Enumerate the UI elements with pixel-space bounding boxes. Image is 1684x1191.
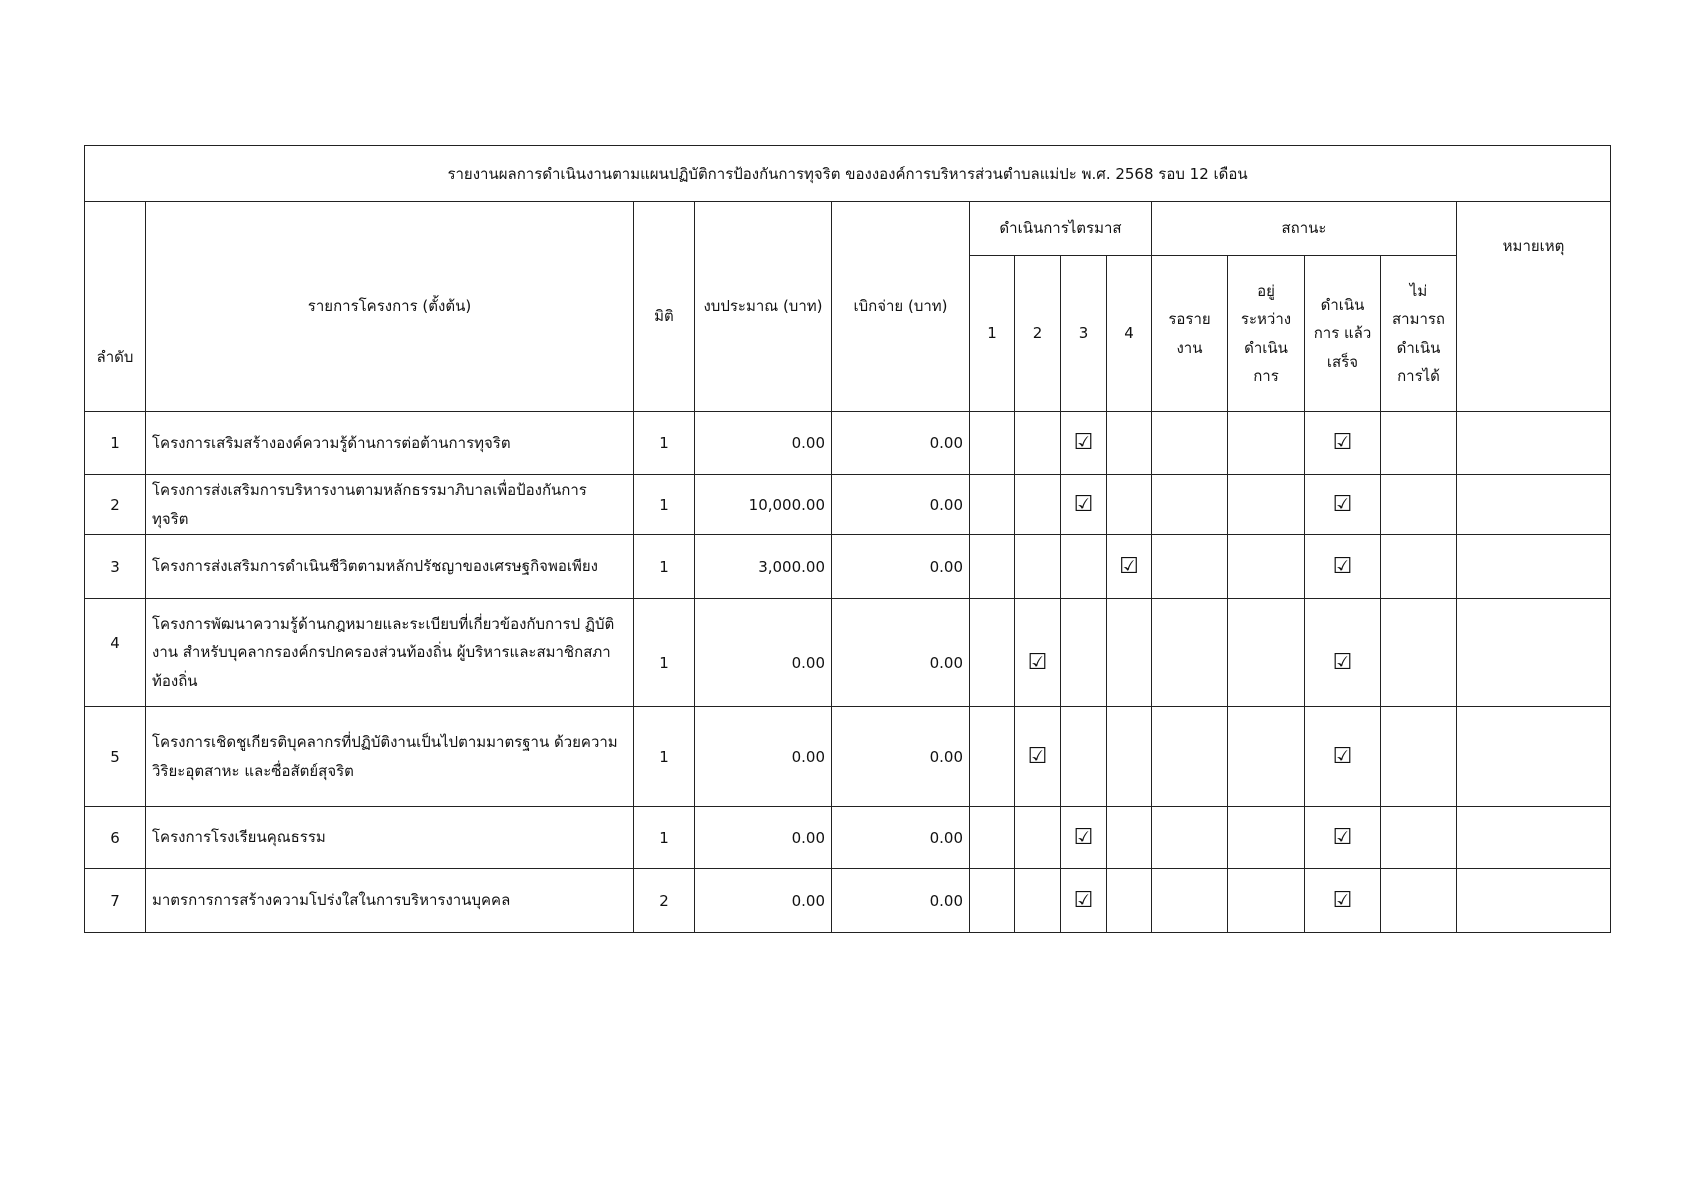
table-row <box>85 807 1611 869</box>
budget-value: 0.00 <box>791 891 825 910</box>
checkbox-checked-icon: ☑ <box>1073 491 1094 517</box>
status-3-cell <box>1305 707 1381 807</box>
status-3-cell <box>1305 475 1381 535</box>
row-number-text: 6 <box>110 828 120 847</box>
disbursed-cell <box>832 475 970 535</box>
budget-value: 3,000.00 <box>758 557 825 576</box>
quarter-2-cell <box>1015 475 1061 535</box>
checkbox-checked-icon: ☑ <box>1073 887 1094 913</box>
row-number <box>85 707 146 807</box>
report-title: รายงานผลการดำเนินงานตามแผนปฏิบัติการป้องกันการทุจริต ของงองค์การบริหารส่วนตำบลแม่ปะ พ.ศ. 2568 รอบ 12 เดือน <box>85 146 1611 202</box>
project-name: โครงการเสริมสร้างองค์ความรู้ด้านการต่อต้านการทุจริต <box>146 412 634 475</box>
row-number <box>85 412 146 475</box>
status-2-cell <box>1228 475 1305 535</box>
budget-value: 0.00 <box>791 434 825 452</box>
project-name: โครงการส่งเสริมการบริหารงานตามหลักธรรมาภิบาลเพื่อป้องกันการ ทุจริต <box>146 475 634 535</box>
quarter-1-cell <box>970 475 1015 535</box>
header-dimension: มิติ <box>634 202 695 412</box>
row-number <box>85 807 146 869</box>
quarter-2-cell <box>1015 599 1061 707</box>
row-number-text: 4 <box>110 633 120 652</box>
table-row <box>85 412 1611 475</box>
header-status-group: สถานะ <box>1152 202 1457 256</box>
dimension-value: 2 <box>659 891 669 910</box>
status-4-cell <box>1381 807 1457 869</box>
disbursed-value: 0.00 <box>929 828 963 847</box>
status-1-cell <box>1152 535 1228 599</box>
budget-value: 0.00 <box>791 828 825 847</box>
quarter-3-cell <box>1061 807 1107 869</box>
budget-cell <box>695 412 832 475</box>
checkbox-checked-icon: ☑ <box>1332 824 1353 850</box>
header-quarter-1: 1 <box>970 256 1015 412</box>
table-row <box>85 869 1611 933</box>
status-2-cell <box>1228 707 1305 807</box>
status-3-cell <box>1305 807 1381 869</box>
quarter-4-cell <box>1107 412 1152 475</box>
quarter-2-cell <box>1015 707 1061 807</box>
remark-cell <box>1457 535 1611 599</box>
status-3-cell <box>1305 412 1381 475</box>
disbursed-cell <box>832 807 970 869</box>
quarter-3-cell <box>1061 707 1107 807</box>
budget-cell <box>695 707 832 807</box>
checkbox-checked-icon: ☑ <box>1332 430 1353 455</box>
checkbox-checked-icon: ☑ <box>1332 553 1353 579</box>
status-3-cell <box>1305 599 1381 707</box>
header-no: ลำดับ <box>85 202 146 412</box>
quarter-4-cell <box>1107 475 1152 535</box>
budget-cell <box>695 599 832 707</box>
status-4-cell <box>1381 869 1457 933</box>
dimension-cell <box>634 599 695 707</box>
budget-value: 0.00 <box>791 747 825 766</box>
dimension-value: 1 <box>659 557 669 576</box>
header-quarter-4: 4 <box>1107 256 1152 412</box>
quarter-3-cell <box>1061 599 1107 707</box>
checkbox-checked-icon: ☑ <box>1332 743 1353 769</box>
header-status-pending-report: รอราย งาน <box>1152 256 1228 412</box>
disbursed-cell <box>832 869 970 933</box>
row-number <box>85 475 146 535</box>
status-3-cell <box>1305 535 1381 599</box>
dimension-cell <box>634 707 695 807</box>
status-2-cell <box>1228 869 1305 933</box>
remark-cell <box>1457 807 1611 869</box>
header-status-completed: ดำเนิน การ แล้วเสร็จ <box>1305 256 1381 412</box>
status-4-cell <box>1381 412 1457 475</box>
row-number <box>85 599 146 707</box>
status-4-cell <box>1381 475 1457 535</box>
quarter-1-cell <box>970 807 1015 869</box>
remark-cell <box>1457 599 1611 707</box>
remark-cell <box>1457 707 1611 807</box>
quarter-3-cell <box>1061 535 1107 599</box>
status-1-cell <box>1152 475 1228 535</box>
disbursed-cell <box>832 412 970 475</box>
quarter-3-cell <box>1061 475 1107 535</box>
status-1-cell <box>1152 869 1228 933</box>
quarter-4-cell <box>1107 535 1152 599</box>
quarter-1-cell <box>970 869 1015 933</box>
anti-corruption-report-table <box>84 145 1611 933</box>
budget-cell <box>695 475 832 535</box>
quarter-2-cell <box>1015 535 1061 599</box>
dimension-value: 1 <box>659 434 669 452</box>
row-number-text: 5 <box>110 747 120 766</box>
checkbox-checked-icon: ☑ <box>1119 553 1139 579</box>
checkbox-checked-icon: ☑ <box>1332 491 1353 517</box>
status-2-cell <box>1228 412 1305 475</box>
budget-cell <box>695 535 832 599</box>
project-name: โครงการเชิดชูเกียรติบุคลากรที่ปฏิบัติงานเป็นไปตามมาตรฐาน ด้วยความวิริยะอุตสาหะ และซื่อสัตย์สุจริต <box>146 707 634 807</box>
header-status-unable: ไม่ สามารถ ดำเนิน การได้ <box>1381 256 1457 412</box>
quarter-3-cell <box>1061 869 1107 933</box>
project-name: โครงการส่งเสริมการดำเนินชีวิตตามหลักปรัชญาของเศรษฐกิจพอเพียง <box>146 535 634 599</box>
disbursed-value: 0.00 <box>929 495 963 514</box>
quarter-1-cell <box>970 599 1015 707</box>
status-2-cell <box>1228 807 1305 869</box>
header-disbursed: เบิกจ่าย (บาท) <box>832 202 970 412</box>
header-quarter-3: 3 <box>1061 256 1107 412</box>
header-budget: งบประมาณ (บาท) <box>695 202 832 412</box>
disbursed-cell <box>832 707 970 807</box>
status-1-cell <box>1152 807 1228 869</box>
dimension-cell <box>634 807 695 869</box>
table-row <box>85 535 1611 599</box>
header-status-in-progress: อยู่ ระหว่าง ดำเนิน การ <box>1228 256 1305 412</box>
status-4-cell <box>1381 599 1457 707</box>
row-number-text: 3 <box>110 557 120 576</box>
disbursed-cell <box>832 599 970 707</box>
dimension-cell <box>634 869 695 933</box>
quarter-1-cell <box>970 412 1015 475</box>
status-1-cell <box>1152 599 1228 707</box>
quarter-3-cell <box>1061 412 1107 475</box>
remark-cell <box>1457 412 1611 475</box>
disbursed-value: 0.00 <box>929 891 963 910</box>
quarter-1-cell <box>970 707 1015 807</box>
status-2-cell <box>1228 599 1305 707</box>
status-2-cell <box>1228 535 1305 599</box>
row-number-text: 1 <box>110 434 120 452</box>
project-name: โครงการโรงเรียนคุณธรรม <box>146 807 634 869</box>
table-row <box>85 475 1611 535</box>
dimension-value: 1 <box>659 495 669 514</box>
budget-value: 10,000.00 <box>748 495 825 514</box>
dimension-cell <box>634 535 695 599</box>
checkbox-checked-icon: ☑ <box>1073 824 1094 850</box>
status-3-cell <box>1305 869 1381 933</box>
project-name: โครงการพัฒนาความรู้ด้านกฎหมายและระเบียบที่เกี่ยวข้องกับการป ฏิบัติงาน สำหรับบุคลากรองค์กรปกครองส่วนท้องถิ่น ผู้บริหารและสมาชิกสภาท้องถิ่น <box>146 599 634 707</box>
disbursed-cell <box>832 535 970 599</box>
report-body <box>85 412 1611 933</box>
checkbox-checked-icon: ☑ <box>1027 743 1048 769</box>
quarter-2-cell <box>1015 807 1061 869</box>
dimension-value: 1 <box>659 828 669 847</box>
quarter-4-cell <box>1107 869 1152 933</box>
dimension-cell <box>634 412 695 475</box>
header-remark: หมายเหตุ <box>1457 202 1611 412</box>
budget-cell <box>695 869 832 933</box>
status-4-cell <box>1381 707 1457 807</box>
status-1-cell <box>1152 707 1228 807</box>
status-4-cell <box>1381 535 1457 599</box>
checkbox-checked-icon: ☑ <box>1027 649 1048 675</box>
table-row <box>85 707 1611 807</box>
quarter-4-cell <box>1107 599 1152 707</box>
disbursed-value: 0.00 <box>929 557 963 576</box>
header-quarter-2: 2 <box>1015 256 1061 412</box>
project-name: มาตรการการสร้างความโปร่งใสในการบริหารงานบุคคล <box>146 869 634 933</box>
budget-cell <box>695 807 832 869</box>
row-number-text: 2 <box>110 495 120 514</box>
quarter-2-cell <box>1015 869 1061 933</box>
checkbox-checked-icon: ☑ <box>1073 430 1094 455</box>
disbursed-value: 0.00 <box>929 653 963 672</box>
checkbox-checked-icon: ☑ <box>1332 887 1353 913</box>
budget-value: 0.00 <box>791 653 825 672</box>
dimension-cell <box>634 475 695 535</box>
remark-cell <box>1457 869 1611 933</box>
quarter-4-cell <box>1107 707 1152 807</box>
row-number <box>85 869 146 933</box>
header-quarter-group: ดำเนินการไตรมาส <box>970 202 1152 256</box>
row-number <box>85 535 146 599</box>
status-1-cell <box>1152 412 1228 475</box>
header-project: รายการโครงการ (ตั้งต้น) <box>146 202 634 412</box>
dimension-value: 1 <box>659 747 669 766</box>
disbursed-value: 0.00 <box>929 747 963 766</box>
table-row <box>85 599 1611 707</box>
dimension-value: 1 <box>659 653 669 672</box>
row-number-text: 7 <box>110 891 120 910</box>
checkbox-checked-icon: ☑ <box>1332 649 1353 675</box>
quarter-1-cell <box>970 535 1015 599</box>
remark-cell <box>1457 475 1611 535</box>
quarter-4-cell <box>1107 807 1152 869</box>
disbursed-value: 0.00 <box>929 434 963 452</box>
quarter-2-cell <box>1015 412 1061 475</box>
